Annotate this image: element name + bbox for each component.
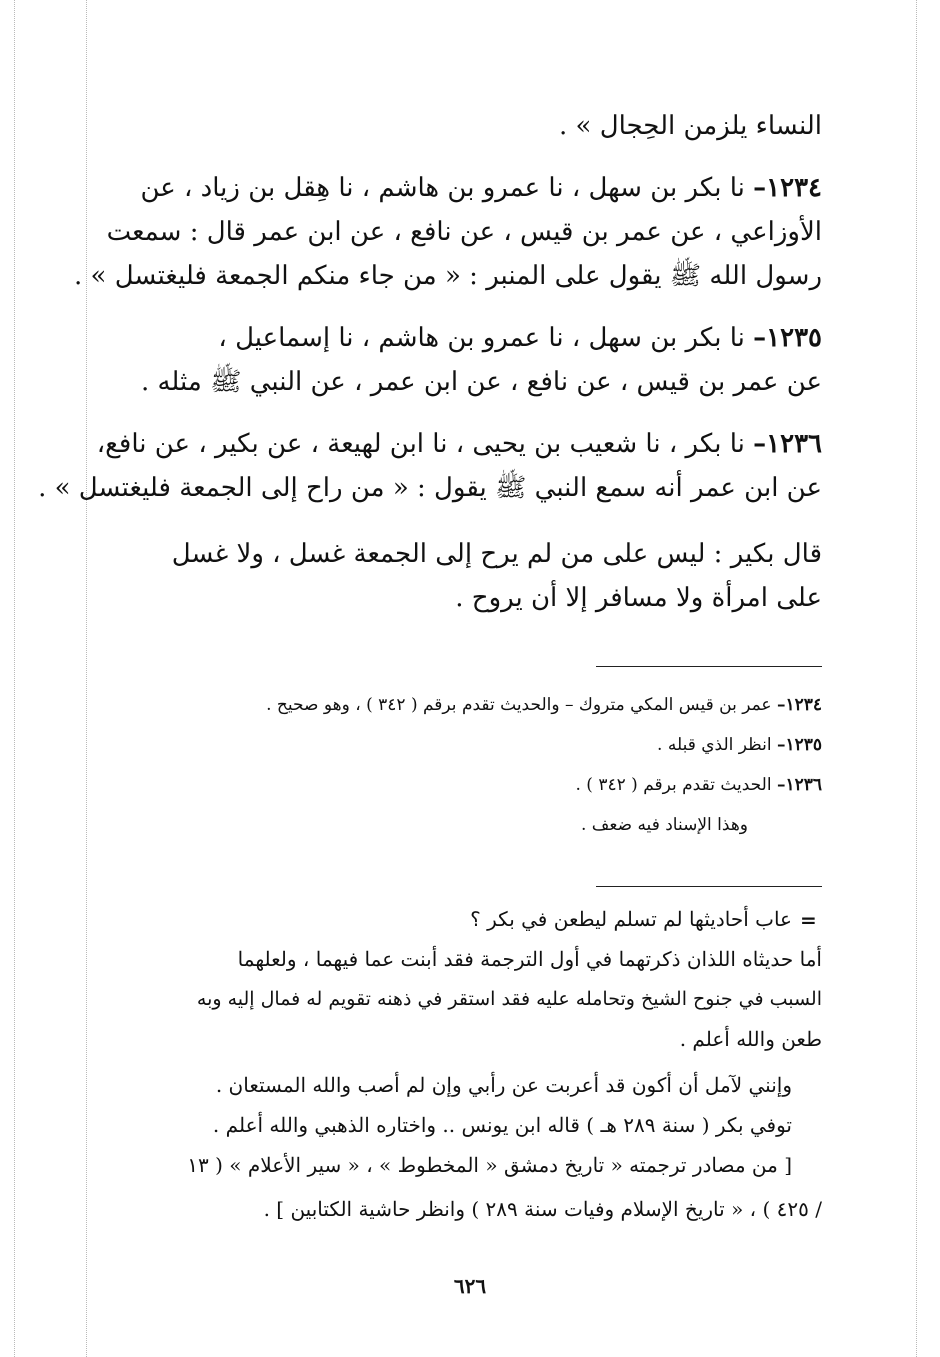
hadith-number: ١٢٣٦–: [753, 429, 822, 459]
hadith-1235-line-1: [117, 316, 822, 360]
footnote-1236: [117, 774, 822, 796]
commentary-line: توفي بكر ( سنة ٢٨٩ هـ ) قاله ابن يونس .. واختاره الذهبي والله أعلم .: [212, 1113, 792, 1137]
footnote-1235: [117, 734, 822, 756]
scan-edge-left: [14, 0, 15, 1357]
hadith-text: نا بكر بن سهل ، نا عمرو بن هاشم ، نا هِقل بن زياد ، عن: [140, 173, 754, 203]
footnote-number: ١٢٣٦–: [776, 775, 822, 795]
hadith-number: ١٢٣٤–: [753, 173, 822, 203]
scan-edge-right: [916, 0, 917, 1357]
commentary-line: طعن والله أعلم .: [679, 1027, 822, 1051]
hadith-1236-line-2: عن ابن عمر أنه سمع النبي ﷺ يقول : « من راح إلى الجمعة فليغتسل » .: [38, 473, 822, 503]
commentary-separator: [596, 886, 822, 887]
footnote-separator: [596, 666, 822, 667]
hadith-1234-line-1: [117, 166, 822, 210]
continuation-dash: =: [800, 908, 817, 932]
page-number: ٦٢٦: [453, 1274, 487, 1298]
commentary-line: وإنني لآمل أن أكون قد أعربت عن رأبي وإن لم أصب والله المستعان .: [215, 1073, 792, 1097]
commentary-line: عاب أحاديثها لم تسلم ليطعن في بكر ؟: [470, 907, 792, 931]
hadith-text: نا بكر ، نا شعيب بن يحيى ، نا ابن لهيعة ، عن بكير ، عن نافع،: [96, 429, 754, 459]
text-line: النساء يلزمن الحِجال » .: [559, 111, 822, 141]
hadith-1234-line-3: رسول الله ﷺ يقول على المنبر : « من جاء منكم الجمعة فليغتسل » .: [74, 261, 822, 291]
hadith-number: ١٢٣٥–: [753, 323, 822, 353]
hadith-text: نا بكر بن سهل ، نا عمرو بن هاشم ، نا إسماعيل ،: [218, 323, 754, 353]
footnote-text: عمر بن قيس المكي متروك – والحديث تقدم برقم ( ٣٤٢ ) ، وهو صحيح .: [266, 695, 777, 715]
footnote-text: انظر الذي قبله .: [657, 735, 777, 755]
bukair-statement-line-1: قال بكير : ليس على من لم يرح إلى الجمعة غسل ، ولا غسل: [171, 539, 822, 569]
footnote-1234: [117, 694, 822, 716]
commentary-line: / ٤٢٥ ) ، « تاريخ الإسلام وفيات سنة ٢٨٩ ) وانظر حاشية الكتابين ] .: [263, 1197, 822, 1221]
main-text-block: [38, 104, 822, 624]
footnote-number: ١٢٣٥–: [776, 735, 822, 755]
footnote-text: الحديث تقدم برقم ( ٣٤٢ ) .: [575, 775, 777, 795]
hadith-1236-line-1: [96, 422, 822, 466]
commentary-line: [ من مصادر ترجمته « تاريخ دمشق « المخطوط » ، « سير الأعلام » ( ١٣: [187, 1153, 792, 1177]
footnote-number: ١٢٣٤–: [776, 695, 822, 715]
footnote-1236-continuation: وهذا الإسناد فيه ضعف .: [581, 815, 748, 835]
bukair-statement-line-2: على امرأة ولا مسافر إلا أن يروح .: [455, 583, 822, 613]
hadith-1235-line-2: عن عمر بن قيس ، عن نافع ، عن ابن عمر ، عن النبي ﷺ مثله .: [140, 367, 822, 397]
commentary-line: أما حديثاه اللذان ذكرتهما في أول الترجمة فقد أبنت عما فيهما ، ولعلهما: [237, 947, 822, 971]
commentary-line: السبب في جنوح الشيخ وتحامله عليه فقد استقر في ذهنه تقويم له فمال إليه وبه: [196, 988, 822, 1010]
hadith-1234-line-2: الأوزاعي ، عن عمر بن قيس ، عن نافع ، عن ابن عمر قال : سمعت: [106, 217, 822, 247]
